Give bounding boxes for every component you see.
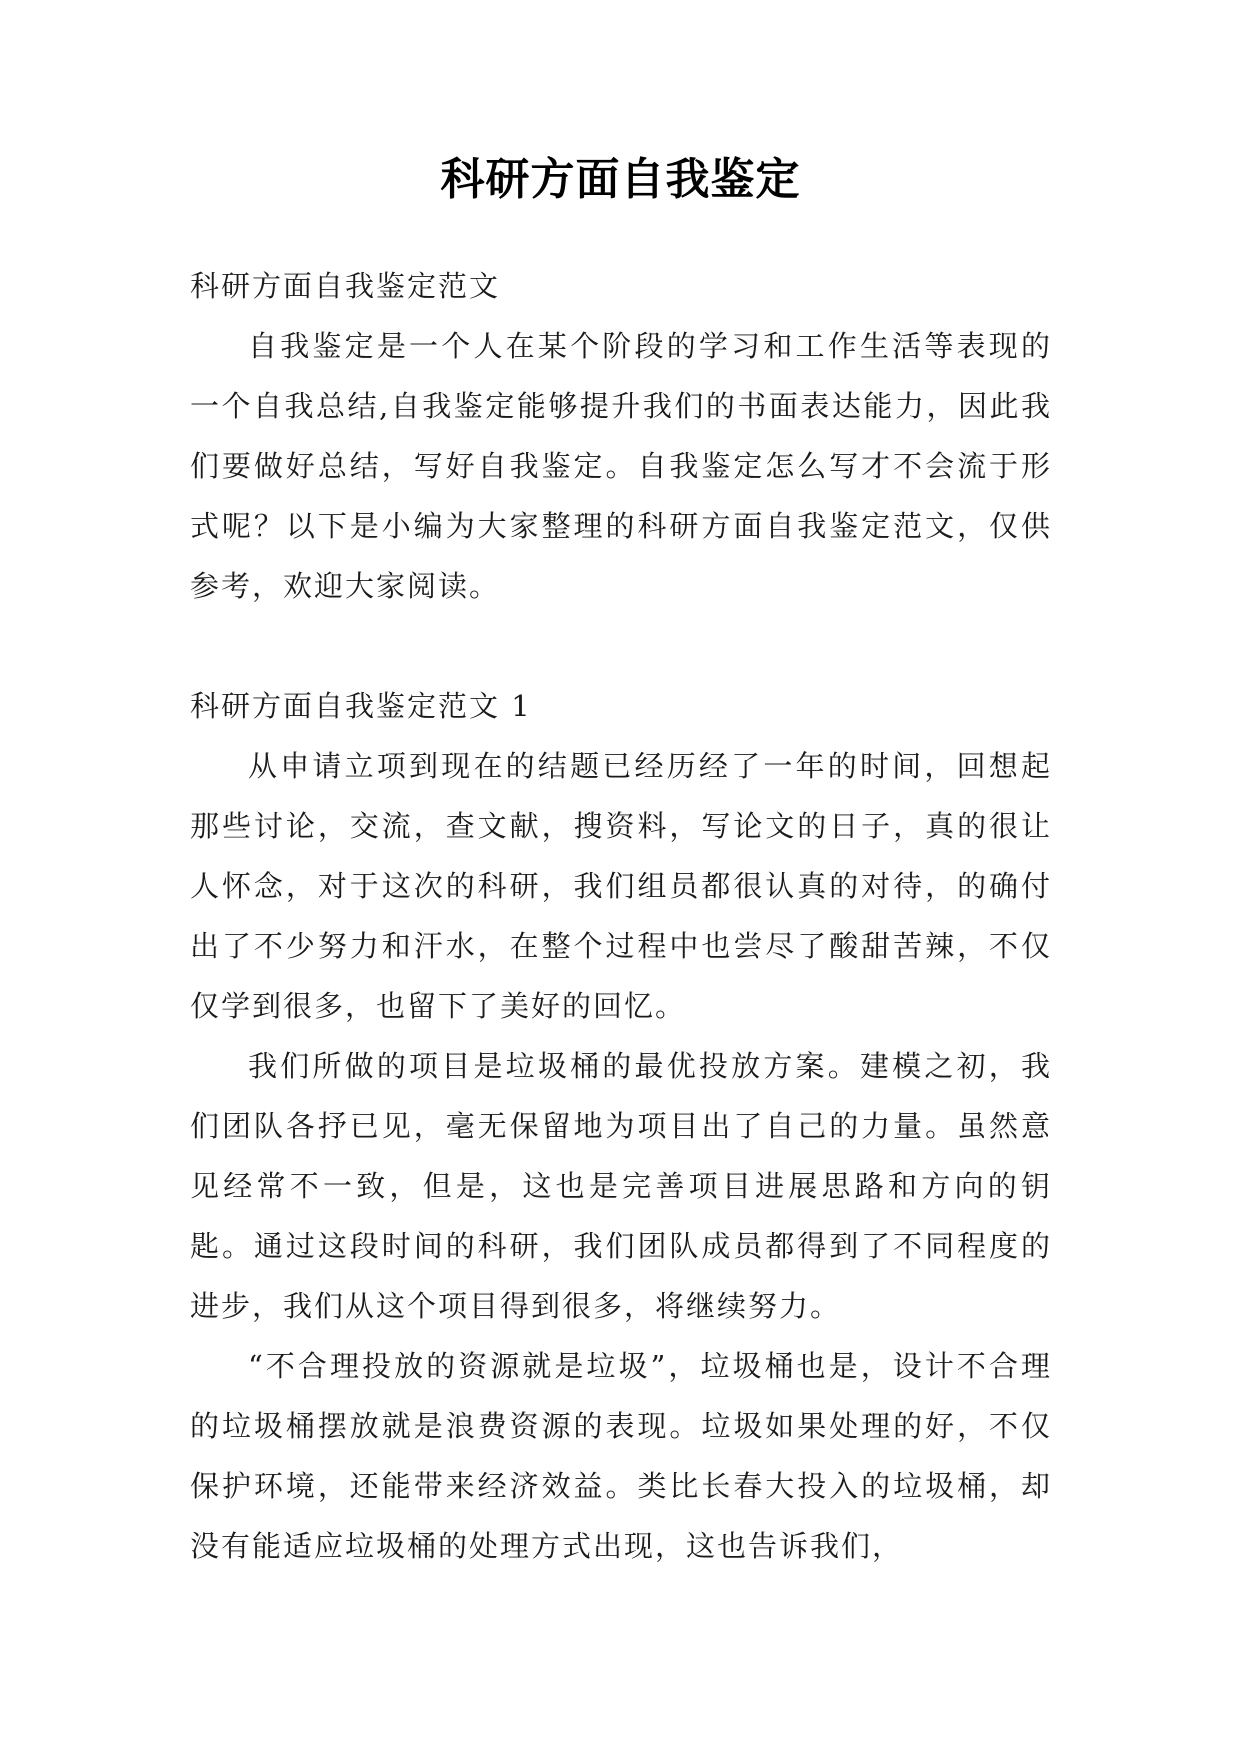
section1-paragraph-2: 我们所做的项目是垃圾桶的最优投放方案。建模之初，我们团队各抒已见，毫无保留地为项目出了自己的力量。虽然意见经常不一致，但是，这也是完善项目进展思路和方向的钥匙。通过这段时间的科研，我们团队成员都得到了不同程度的进步，我们从这个项目得到很多，将继续努力。 [190, 1049, 1052, 1323]
document-title: 科研方面自我鉴定 [440, 154, 801, 205]
section1-paragraph-1: 从申请立项到现在的结题已经历经了一年的时间，回想起那些讨论，交流，查文献，搜资料，写论文的日子，真的很让人怀念，对于这次的科研，我们组员都很认真的对待，的确付出了不少努力和汗水，在整个过程中也尝尽了酸甜苦辣，不仅仅学到很多，也留下了美好的回忆。 [190, 749, 1052, 1023]
document-body [190, 256, 1052, 1576]
intro-heading: 科研方面自我鉴定范文 [190, 269, 501, 303]
section-spacer [190, 616, 1052, 676]
intro-paragraph: 自我鉴定是一个人在某个阶段的学习和工作生活等表现的一个自我总结,自我鉴定能够提升我们的书面表达能力，因此我们要做好总结，写好自我鉴定。自我鉴定怎么写才不会流于形式呢？以下是小编为大家整理的科研方面自我鉴定范文，仅供参考，欢迎大家阅读。 [190, 329, 1052, 603]
section1-paragraph-3: “不合理投放的资源就是垃圾”，垃圾桶也是，设计不合理的垃圾桶摆放就是浪费资源的表现。垃圾如果处理的好，不仅保护环境，还能带来经济效益。类比长春大投入的垃圾桶，却没有能适应垃圾桶的处理方式出现，这也告诉我们， [190, 1349, 1052, 1563]
section1-heading: 科研方面自我鉴定范文 1 [190, 689, 532, 723]
